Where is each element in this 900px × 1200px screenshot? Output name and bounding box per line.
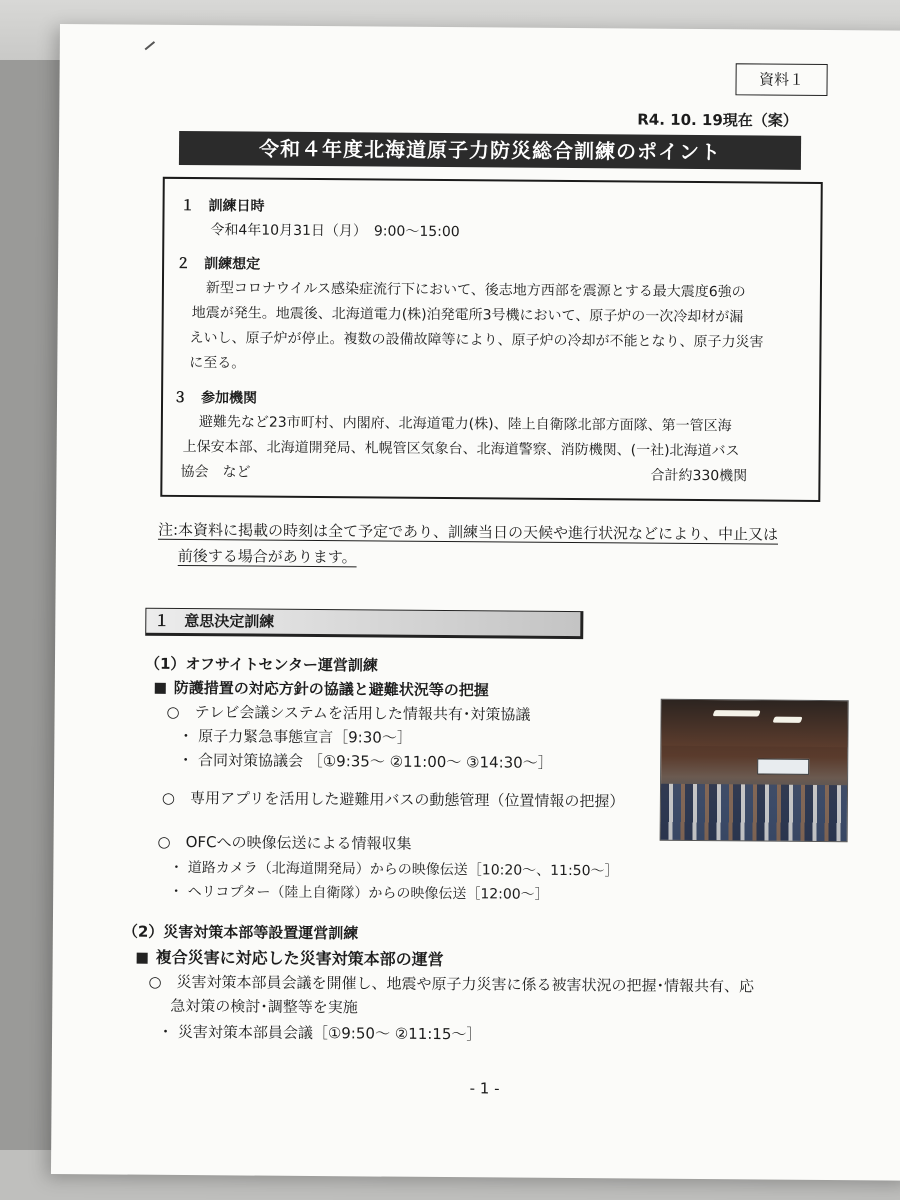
item3-heading: ３ 参加機関 [173, 389, 258, 407]
sub2-point [137, 945, 444, 970]
sub1-bullet3: ○ OFCへの映像伝送による情報収集 [157, 832, 412, 853]
sub2-point-text: 複合災害に対応した災害対策本部の運営 [155, 947, 444, 970]
item2-line: 地震が発生。地震後、北海道電力(株)泊発電所3号機において、原子炉の一次冷却材が漏 [191, 305, 744, 326]
section1-heading-text: １ 意思決定訓練 [154, 611, 275, 631]
square-bullet-icon [155, 683, 166, 694]
photo-ceiling [661, 700, 847, 747]
sub1-heading: （1）オフサイトセンター運営訓練 [144, 654, 378, 675]
sub1-bullet3-item: ・ ヘリコプター（陸上自衛隊）からの映像伝送［12:00〜］ [169, 883, 549, 903]
square-bullet-icon [137, 953, 148, 964]
item3-line: 協会 など [180, 463, 251, 481]
item2-heading: ２ 訓練想定 [176, 255, 261, 273]
item2-line: 新型コロナウイルス感染症流行下において、後志地方西部を震源とする最大震度6強の [205, 280, 746, 301]
item2-line: えいし、原子炉が停止。複数の設備故障等により、原子炉の冷却が不能となり、原子力災害 [189, 330, 764, 351]
item1-heading: １ 訓練日時 [180, 197, 265, 215]
sub1-point [155, 677, 489, 701]
sub1-bullet1-item: ・ 合同対策協議会 ［①9:35〜 ②11:00〜 ③14:30〜］ [178, 750, 553, 772]
sub1-bullet2: ○ 専用アプリを活用した避難用バスの動態管理（位置情報の把握） [161, 788, 625, 811]
item3-line: 上保安本部、北海道開発局、札幌管区気象台、北海道警察、消防機関、(一社)北海道バス [182, 438, 740, 460]
page-title: 令和４年度北海道原子力防災総合訓練のポイント [179, 131, 801, 170]
sub1-bullet1-item: ・ 原子力緊急事態宣言［9:30〜］ [178, 726, 412, 747]
sub2-heading: （2）災害対策本部等設置運営訓練 [122, 922, 359, 943]
note-line: 前後する場合があります。 [177, 546, 357, 567]
sub1-bullet3-item: ・ 道路カメラ（北海道開発局）からの映像伝送［10:20〜、11:50〜］ [169, 859, 619, 880]
photo-ceiling-light [712, 710, 760, 716]
section1-heading [145, 608, 583, 639]
item3-total: 合計約330機関 [650, 467, 748, 485]
date-line: R4. 10. 19現在（案） [637, 110, 798, 130]
sub2-bullet1-item: ・ 災害対策本部員会議［①9:50〜 ②11:15〜］ [158, 1022, 482, 1044]
photo-screens [757, 758, 809, 774]
photo-ceiling-light [772, 717, 802, 723]
photo-participants [661, 784, 847, 841]
document-tag: 資料１ [735, 63, 827, 96]
sub2-bullet1-line: 急対策の検討･調整等を実施 [170, 996, 358, 1017]
document-page [51, 24, 900, 1181]
page-number: - 1 - [469, 1079, 500, 1098]
staple-mark [145, 41, 156, 50]
item1-body: 令和4年10月31日（月） 9:00〜15:00 [210, 222, 460, 241]
sub2-bullet1-line: ○ 災害対策本部員会議を開催し、地震や原子力災害に係る被害状況の把握･情報共有、応 [148, 972, 755, 996]
note-line: 注:本資料に掲載の時刻は全て予定であり、訓練当日の天候や進行状況などにより、中止又は [157, 520, 779, 544]
training-photo [660, 699, 849, 842]
sub1-point-text: 防護措置の対応方針の協議と避難状況等の把握 [173, 678, 489, 700]
item3-line: 避難先など23市町村、内閣府、北海道電力(株)、陸上自衛隊北部方面隊、第一管区海 [198, 414, 732, 435]
item2-line: に至る。 [189, 355, 246, 372]
sub1-bullet1: ○ テレビ会議システムを活用した情報共有･対策協議 [166, 702, 531, 724]
